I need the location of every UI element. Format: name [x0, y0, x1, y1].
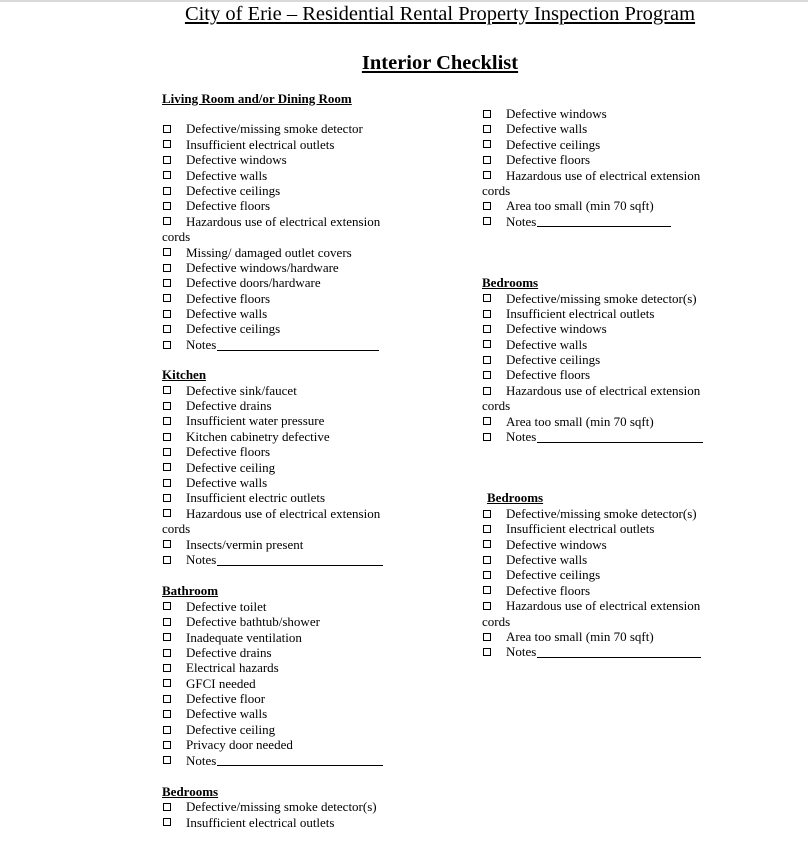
- checkbox[interactable]: [483, 648, 491, 656]
- kitchen-items: [162, 383, 412, 568]
- item-label: Defective drains: [186, 398, 272, 414]
- checklist-item[interactable]: [482, 414, 722, 429]
- item-label: Defective floors: [506, 152, 591, 168]
- checkbox[interactable]: [163, 433, 171, 441]
- checklist-item[interactable]: [482, 198, 722, 213]
- item-label: Kitchen cabinetry defective: [186, 428, 330, 444]
- checklist-item[interactable]: [162, 737, 412, 752]
- item-label: Defective drains: [186, 644, 272, 660]
- checklist-item[interactable]: [482, 291, 722, 306]
- checklist-title: Interior Checklist: [361, 52, 519, 74]
- checkbox[interactable]: [483, 140, 491, 148]
- notes-line[interactable]: [217, 554, 383, 566]
- item-label: Defective toilet: [186, 598, 267, 614]
- section-heading-kitchen: Kitchen: [162, 367, 207, 383]
- checkbox[interactable]: [163, 710, 171, 718]
- notes-label: Notes: [506, 644, 537, 660]
- checkbox[interactable]: [483, 356, 491, 364]
- checklist-item[interactable]: [162, 475, 412, 490]
- item-label: Defective floors: [506, 367, 591, 383]
- item-label: Hazardous use of electrical extension: [506, 382, 701, 398]
- checkbox[interactable]: [163, 448, 171, 456]
- item-label: Hazardous use of electrical extension: [186, 505, 381, 521]
- item-label: Insufficient electric outlets: [186, 490, 326, 506]
- notes-item[interactable]: [162, 552, 412, 567]
- left-column: [162, 91, 412, 830]
- checkbox[interactable]: [483, 217, 491, 225]
- item-label: Defective walls: [186, 167, 268, 183]
- checklist-item[interactable]: [162, 660, 412, 675]
- checklist-item[interactable]: [162, 137, 412, 152]
- checkbox[interactable]: [483, 202, 491, 210]
- checkbox[interactable]: [483, 171, 491, 179]
- checklist-item[interactable]: [162, 398, 412, 413]
- checklist-item[interactable]: [162, 245, 412, 260]
- checkbox[interactable]: [163, 756, 171, 764]
- checkbox[interactable]: [163, 463, 171, 471]
- item-label: Defective/missing smoke detector(s): [506, 505, 697, 521]
- checkbox[interactable]: [163, 540, 171, 548]
- living-room-items: [162, 121, 412, 352]
- checklist-item[interactable]: [162, 168, 412, 183]
- checkbox[interactable]: [483, 525, 491, 533]
- item-continuation: cords: [162, 229, 191, 245]
- item-label: Defective ceiling: [186, 721, 276, 737]
- checkbox[interactable]: [163, 618, 171, 626]
- checkbox[interactable]: [163, 818, 171, 826]
- checklist-item[interactable]: [162, 645, 412, 660]
- notes-line[interactable]: [537, 646, 701, 658]
- item-label: Insufficient electrical outlets: [506, 521, 655, 537]
- notes-item[interactable]: [482, 214, 722, 229]
- checklist-item[interactable]: [482, 337, 722, 352]
- item-label: Defective ceilings: [506, 567, 601, 583]
- item-label: Insufficient electrical outlets: [186, 814, 335, 830]
- section-heading-bedrooms: Bedrooms: [482, 275, 539, 291]
- checkbox[interactable]: [163, 202, 171, 210]
- item-label: Insects/vermin present: [186, 536, 304, 552]
- checklist-item[interactable]: [482, 583, 722, 598]
- checkbox[interactable]: [163, 294, 171, 302]
- checkbox[interactable]: [163, 726, 171, 734]
- checklist-item[interactable]: [162, 306, 412, 321]
- checklist-item[interactable]: [162, 183, 412, 198]
- checklist-item[interactable]: [162, 599, 412, 614]
- checklist-item[interactable]: [162, 413, 412, 428]
- item-label: Insufficient electrical outlets: [506, 305, 655, 321]
- item-label: Defective/missing smoke detector(s): [506, 290, 697, 306]
- notes-label: Notes: [186, 752, 217, 768]
- item-label: Defective walls: [506, 551, 588, 567]
- checkbox[interactable]: [163, 264, 171, 272]
- checklist-item[interactable]: [162, 706, 412, 721]
- item-label: Area too small (min 70 sqft): [506, 628, 654, 644]
- checkbox[interactable]: [163, 125, 171, 133]
- checklist-item[interactable]: [162, 815, 412, 830]
- checklist-item[interactable]: [482, 521, 722, 536]
- section-heading-bathroom: Bathroom: [162, 583, 219, 599]
- checkbox[interactable]: [483, 417, 491, 425]
- notes-label: Notes: [186, 551, 217, 567]
- item-label: Insufficient water pressure: [186, 413, 325, 429]
- item-label: Hazardous use of electrical extension: [506, 167, 701, 183]
- checkbox[interactable]: [163, 310, 171, 318]
- checklist-item[interactable]: [482, 383, 722, 398]
- notes-line[interactable]: [537, 431, 703, 443]
- item-label: Missing/ damaged outlet covers: [186, 244, 352, 260]
- checkbox[interactable]: [163, 417, 171, 425]
- checklist-item[interactable]: [162, 799, 412, 814]
- checklist-item[interactable]: [162, 490, 412, 505]
- checkbox[interactable]: [483, 125, 491, 133]
- checklist-item[interactable]: [482, 367, 722, 382]
- checklist-item[interactable]: [482, 106, 722, 121]
- item-label: Defective windows: [186, 152, 287, 168]
- checkbox[interactable]: [163, 649, 171, 657]
- item-label: Defective bathtub/shower: [186, 614, 320, 630]
- checkbox[interactable]: [163, 479, 171, 487]
- item-label: Defective floors: [186, 444, 271, 460]
- checkbox[interactable]: [163, 156, 171, 164]
- notes-label: Notes: [186, 336, 217, 352]
- item-label: Defective windows: [506, 106, 607, 121]
- checklist-item[interactable]: [482, 537, 722, 552]
- item-label: Area too small (min 70 sqft): [506, 413, 654, 429]
- item-label: Electrical hazards: [186, 660, 279, 676]
- item-continuation: cords: [482, 398, 511, 414]
- checklist-item[interactable]: [482, 552, 722, 567]
- checklist-item[interactable]: [162, 460, 412, 475]
- checklist-item[interactable]: [482, 629, 722, 644]
- right-column: [482, 106, 722, 660]
- item-label: Defective floors: [186, 290, 271, 306]
- checklist-item[interactable]: [162, 152, 412, 167]
- checklist-item[interactable]: [482, 152, 722, 167]
- checklist-item[interactable]: [162, 198, 412, 213]
- checklist-item[interactable]: [162, 291, 412, 306]
- item-continuation: cords: [482, 182, 511, 198]
- item-label: Defective windows: [506, 321, 607, 337]
- item-label: Defective floors: [506, 582, 591, 598]
- checklist-item[interactable]: [162, 444, 412, 459]
- checklist-item[interactable]: [482, 567, 722, 582]
- checklist-item[interactable]: [162, 506, 412, 521]
- checklist-item[interactable]: [482, 352, 722, 367]
- item-label: Defective ceilings: [186, 182, 281, 198]
- section-heading-bedrooms: Bedrooms: [162, 784, 219, 800]
- item-label: Defective floor: [186, 691, 266, 707]
- checkbox[interactable]: [163, 556, 171, 564]
- checkbox[interactable]: [163, 695, 171, 703]
- checklist-item[interactable]: [482, 306, 722, 321]
- item-label: Defective walls: [186, 306, 268, 322]
- checkbox[interactable]: [163, 187, 171, 195]
- bedrooms-items: [162, 799, 412, 830]
- checkbox[interactable]: [483, 571, 491, 579]
- notes-item[interactable]: [482, 429, 722, 444]
- checkbox[interactable]: [163, 140, 171, 148]
- bathroom-items: [162, 599, 412, 768]
- checkbox[interactable]: [163, 803, 171, 811]
- checkbox[interactable]: [483, 387, 491, 395]
- item-label: Defective ceilings: [506, 136, 601, 152]
- checkbox[interactable]: [483, 633, 491, 641]
- item-label: Defective/missing smoke detector: [186, 121, 363, 137]
- checklist-item[interactable]: [482, 321, 722, 336]
- checklist-item[interactable]: [162, 214, 412, 229]
- checkbox[interactable]: [483, 510, 491, 518]
- continued-items: [482, 106, 722, 229]
- item-label: Defective doors/hardware: [186, 275, 321, 291]
- checklist-item[interactable]: [162, 676, 412, 691]
- checkbox[interactable]: [483, 294, 491, 302]
- item-label: Defective/missing smoke detector(s): [186, 799, 377, 815]
- item-continuation: cords: [162, 521, 191, 537]
- item-label: Insufficient electrical outlets: [186, 136, 335, 152]
- document-title: City of Erie – Residential Rental Property Inspection Program: [184, 3, 696, 25]
- notes-item[interactable]: [162, 337, 412, 352]
- checklist-item[interactable]: [162, 722, 412, 737]
- checklist-item[interactable]: [162, 691, 412, 706]
- item-label: Hazardous use of electrical extension: [506, 598, 701, 614]
- checkbox[interactable]: [163, 341, 171, 349]
- checkbox[interactable]: [483, 540, 491, 548]
- checklist-item[interactable]: [162, 429, 412, 444]
- checkbox[interactable]: [483, 310, 491, 318]
- item-label: Defective ceilings: [506, 352, 601, 368]
- checklist-item[interactable]: [162, 321, 412, 336]
- checkbox[interactable]: [483, 371, 491, 379]
- section-heading-living-room: Living Room and/or Dining Room: [162, 91, 352, 106]
- checklist-item[interactable]: [162, 383, 412, 398]
- item-label: Defective walls: [186, 706, 268, 722]
- checklist-item[interactable]: [162, 630, 412, 645]
- checkbox[interactable]: [163, 602, 171, 610]
- bedrooms-items: [482, 506, 722, 660]
- checkbox[interactable]: [483, 156, 491, 164]
- checkbox[interactable]: [163, 217, 171, 225]
- checkbox[interactable]: [483, 110, 491, 118]
- item-label: Defective walls: [506, 121, 588, 137]
- notes-label: Notes: [506, 213, 537, 229]
- checklist-item[interactable]: [162, 260, 412, 275]
- checkbox[interactable]: [163, 402, 171, 410]
- checkbox[interactable]: [163, 386, 171, 394]
- checklist-item[interactable]: [482, 506, 722, 521]
- item-continuation: cords: [482, 613, 511, 629]
- checkbox[interactable]: [483, 556, 491, 564]
- checkbox[interactable]: [163, 325, 171, 333]
- item-label: Inadequate ventilation: [186, 629, 302, 645]
- checkbox[interactable]: [163, 633, 171, 641]
- checkbox[interactable]: [163, 279, 171, 287]
- checkbox[interactable]: [163, 664, 171, 672]
- checklist-item[interactable]: [482, 137, 722, 152]
- checklist-item[interactable]: [162, 275, 412, 290]
- checklist-item[interactable]: [162, 121, 412, 136]
- checklist-item[interactable]: [482, 168, 722, 183]
- checklist-item[interactable]: [162, 614, 412, 629]
- item-label: Defective windows: [506, 536, 607, 552]
- checklist-item[interactable]: [482, 598, 722, 613]
- notes-line[interactable]: [217, 339, 379, 351]
- item-label: Privacy door needed: [186, 737, 293, 753]
- notes-line[interactable]: [537, 215, 671, 227]
- item-label: Area too small (min 70 sqft): [506, 198, 654, 214]
- checkbox[interactable]: [483, 586, 491, 594]
- checkbox[interactable]: [483, 433, 491, 441]
- notes-item[interactable]: [162, 753, 412, 768]
- checkbox[interactable]: [163, 741, 171, 749]
- item-label: Defective ceilings: [186, 321, 281, 337]
- notes-line[interactable]: [217, 754, 383, 766]
- notes-label: Notes: [506, 429, 537, 445]
- item-label: Defective walls: [186, 474, 268, 490]
- bedrooms-items: [482, 291, 722, 445]
- checkbox[interactable]: [163, 509, 171, 517]
- item-label: Hazardous use of electrical extension: [186, 213, 381, 229]
- section-heading-bedrooms: Bedrooms: [487, 490, 544, 506]
- item-label: Defective walls: [506, 336, 588, 352]
- notes-item[interactable]: [482, 644, 722, 659]
- item-label: GFCI needed: [186, 675, 256, 691]
- checkbox[interactable]: [483, 340, 491, 348]
- item-label: Defective ceiling: [186, 459, 276, 475]
- checklist-item[interactable]: [482, 121, 722, 136]
- item-label: Defective windows/hardware: [186, 259, 339, 275]
- item-label: Defective floors: [186, 198, 271, 214]
- checkbox[interactable]: [163, 171, 171, 179]
- checkbox[interactable]: [163, 494, 171, 502]
- top-border: [0, 0, 808, 2]
- item-label: Defective sink/faucet: [186, 382, 297, 398]
- checkbox[interactable]: [483, 325, 491, 333]
- checklist-item[interactable]: [162, 537, 412, 552]
- checkbox[interactable]: [483, 602, 491, 610]
- checkbox[interactable]: [163, 248, 171, 256]
- checkbox[interactable]: [163, 679, 171, 687]
